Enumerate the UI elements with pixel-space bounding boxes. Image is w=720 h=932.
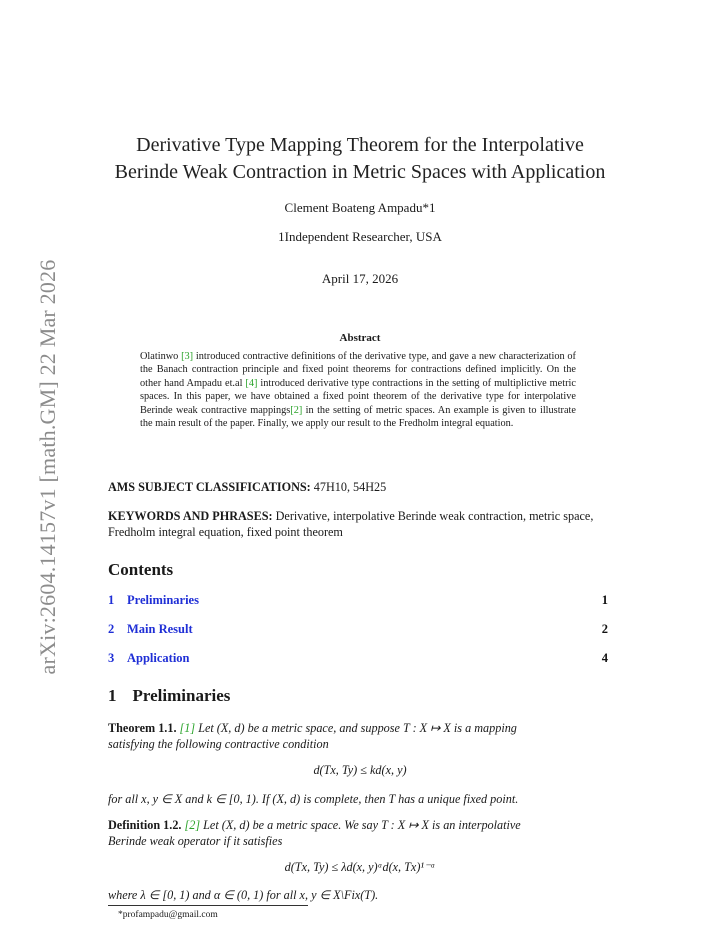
toc-num: 2 [108,622,115,636]
citation-link-2[interactable]: [2] [290,404,303,416]
abstract-text-d: in the setting of metric spaces. An example is given to illustrate the main result of the paper. Finally, we apply our result to the Fredholm integral equation. [140,404,576,430]
toc-label[interactable]: Main Result [127,622,193,636]
toc-label[interactable]: Application [127,651,190,665]
toc-num: 1 [108,593,115,607]
title-line-2: Berinde Weak Contraction in Metric Spaces with Application [114,161,606,183]
ams-classifications [108,479,608,495]
toc-item-main-result[interactable] [108,622,608,640]
author: Clement Boateng Ampadu*1 [284,200,436,215]
citation-link-1[interactable]: [1] [179,721,196,735]
footnote-email[interactable]: *profampadu@gmail.com [118,910,218,920]
date: April 17, 2026 [321,271,399,286]
toc-page: 1 [601,593,608,607]
toc-item-application[interactable] [108,651,608,669]
section-title: Preliminaries [132,686,231,705]
definition-line-2: Berinde weak operator if it satisfies [108,834,283,848]
toc-page: 2 [601,622,608,636]
ams-value: 47H10, 54H25 [310,480,387,494]
section-number: 1 [108,686,117,705]
toc-item-preliminaries[interactable] [108,593,608,611]
abstract-body [140,350,576,430]
keywords [108,508,608,540]
title-line-1: Derivative Type Mapping Theorem for the Interpolative [136,134,584,156]
keywords-label: KEYWORDS AND PHRASES: [108,509,273,523]
definition-equation: d(Tx, Ty) ≤ λd(x, y)ᵅd(x, Tx)¹⁻ᵅ [284,860,436,874]
theorem-1-1 [108,720,608,752]
arxiv-stamp: arXiv:2604.14157v1 [math.GM] 22 Mar 2026 [35,259,60,675]
contents-heading: Contents [108,560,174,579]
citation-link-4[interactable]: [4] [245,377,258,389]
definition-conclusion: where λ ∈ [0, 1) and α ∈ (0, 1) for all x, y ∈ X\Fix(T). [108,888,379,902]
footnote-rule [108,905,308,906]
citation-link-3[interactable]: [3] [181,351,194,362]
toc-page: 4 [601,651,608,665]
definition-line-1: Let (X, d) be a metric space. We say T : X ↦ X is an interpolative [200,818,521,832]
abstract-text-c: introduced derivative type contractions in the setting of multiplictive metric spaces. In this paper, we have obtained a fixed point theorem of the derivative type for interpolative Berinde weak contractive mappings [140,377,576,416]
abstract-text-a: Olatinwo [140,351,182,362]
theorem-label: Theorem 1.1. [108,721,177,735]
toc-label[interactable]: Preliminaries [127,593,199,607]
paper-title [0,132,720,186]
keywords-value: Derivative, interpolative Berinde weak contraction, metric space, Fredholm integral equation, fixed point theorem [108,509,594,539]
definition-label: Definition 1.2. [108,818,182,832]
abstract-text-b: introduced contractive definitions of the derivative type, and gave a new characterization of the Banach contraction principle and fixed point theorems for contractions defined implicitly. On the other hand Ampadu et.al [140,351,576,389]
theorem-line-1: Let (X, d) be a metric space, and suppose T : X ↦ X is a mapping [195,721,517,735]
ams-label: AMS SUBJECT CLASSIFICATIONS: [108,480,311,494]
theorem-equation: d(Tx, Ty) ≤ kd(x, y) [313,763,407,777]
abstract-heading: Abstract [339,332,381,344]
theorem-line-2: satisfying the following contractive condition [108,737,329,751]
affiliation: 1Independent Researcher, USA [278,229,442,244]
theorem-conclusion: for all x, y ∈ X and k ∈ [0, 1). If (X, d) is complete, then T has a unique fixed point. [108,792,519,806]
section-1-heading [108,686,230,706]
toc-num: 3 [108,651,115,665]
citation-link-2b[interactable]: [2] [184,818,201,832]
definition-1-2 [108,817,608,849]
